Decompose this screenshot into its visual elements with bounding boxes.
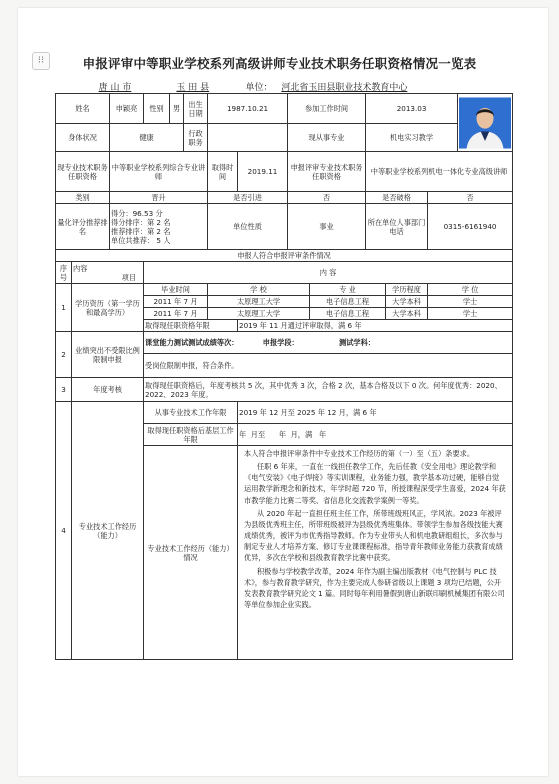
- h-school: 学 校: [208, 284, 310, 296]
- section-title: 申报人符合申报评审条件情况: [56, 250, 513, 262]
- gender-label: 性别: [144, 94, 170, 124]
- item-header: [72, 262, 144, 284]
- score-line: 单位共推荐： 5 人: [111, 235, 171, 245]
- seq-label: 序号: [56, 262, 72, 284]
- h-time: 毕业时间: [144, 284, 208, 296]
- current-title-value: 中等职业学校系列综合专业讲师: [110, 152, 208, 192]
- content-sub-label: 内容: [73, 263, 88, 273]
- major-value: 机电实习教学: [366, 124, 458, 152]
- qual-years-label: 取得现任职资格年限: [144, 320, 238, 332]
- qual-years-value: 2019 年 11 月通过评审取得，满 6 年: [238, 320, 513, 332]
- health-value: 健康: [110, 124, 184, 152]
- apply-title-label: 申报评审专业技术职务任职资格: [288, 152, 366, 192]
- base-years-label: 取得现任职资格后基层工作年限: [144, 424, 238, 446]
- city-value: 唐 山 市: [98, 83, 132, 93]
- edu-xw: 学士: [428, 308, 513, 320]
- exempt-value: 否: [428, 192, 513, 204]
- post-limit-text: 受岗位限制申报，符合条件。: [144, 354, 513, 378]
- header-line: [88, 80, 407, 93]
- apply-title-value: 中等职业学校系列机电一体化专业高级讲师: [366, 152, 513, 192]
- experience-paragraph: 本人符合申报评审条件中专业技术工作经历的第（一）至（五）条要求。: [244, 449, 475, 458]
- h-degree: 学历程度: [386, 284, 428, 296]
- edu-degree: 大学本科: [386, 308, 428, 320]
- get-time-label: 取得时间: [208, 152, 238, 192]
- experience-text: [238, 446, 513, 660]
- content-header: 内 容: [144, 262, 513, 284]
- exempt-label: 是否破格: [366, 192, 428, 204]
- r4-label: 专业技术工作经历（能力）: [72, 402, 144, 660]
- r4-no: 4: [56, 402, 72, 660]
- type-label: 类别: [56, 192, 110, 204]
- name-label: 姓名: [56, 94, 110, 124]
- intro-value: 否: [288, 192, 366, 204]
- tech-years-label: 从事专业技术工作年限: [144, 402, 238, 424]
- type-value: 晋升: [110, 192, 208, 204]
- name-value: 申颖亮: [110, 94, 144, 124]
- qualification-table: [55, 93, 513, 660]
- document-title: 申报评审中等职业学校系列高级讲师专业技术职务任职资格情况一览表: [82, 56, 477, 71]
- experience-label: 专业技术工作经历（能力）情况: [144, 446, 238, 660]
- work-time-value: 2013.03: [366, 94, 458, 124]
- r2-no: 2: [56, 332, 72, 378]
- edu-major: 电子信息工程: [310, 296, 386, 308]
- item-sub-label: 项目: [121, 272, 137, 282]
- unit-nature-value: 事业: [288, 204, 366, 250]
- experience-paragraph: 积极参与学校教学改革，2024 年作为副主编出版教材《电气控制与 PLC 技术》，参与教育教学研究，作为主要完成人参研省级以上课题 3 项均已结题，公开发表教育教学研究论文 1 篇。同时每年利用暑假到唐山新联印刷机械集团有限公司等单位参加企业实践。: [244, 566, 505, 610]
- unit-nature-label: 单位性质: [208, 204, 288, 250]
- annual-review-text: 取得现任职资格后，年度考核共 5 次，其中优秀 3 次，合格 2 次，基本合格及以下 0 次。何年度优秀：2020、2022、2023 年度。: [144, 378, 513, 402]
- hr-phone-label: 所在单位人事部门电话: [366, 204, 428, 250]
- r3-no: 3: [56, 378, 72, 402]
- unit-value: 河北省玉田县职业技术教育中心: [281, 83, 408, 93]
- r3-label: 年度考核: [72, 378, 144, 402]
- test-grade-label: 申报学段：: [262, 338, 299, 347]
- test-subject-label: 测试学科：: [339, 338, 375, 347]
- r1-no: 1: [56, 284, 72, 332]
- base-years-value: 年 月至 年 月，满 年: [238, 424, 513, 446]
- edu-degree: 大学本科: [386, 296, 428, 308]
- score-line: 推荐排序：第 2 名: [111, 226, 171, 236]
- current-title-label: 现专业技术职务任职资格: [56, 152, 110, 192]
- hr-phone-value: 0315-6161940: [428, 204, 513, 250]
- unit-label: 单位：: [245, 83, 273, 93]
- test-row: [144, 332, 513, 354]
- edu-school: 太原理工大学: [208, 308, 310, 320]
- admin-value: [208, 124, 288, 152]
- work-time-label: 参加工作时间: [288, 94, 366, 124]
- gender-value: 男: [170, 94, 184, 124]
- county-value: 玉 田 县: [176, 83, 210, 93]
- edu-xw: 学士: [428, 296, 513, 308]
- tech-years-value: 2019 年 12 月至 2025 年 12 月，满 6 年: [238, 402, 513, 424]
- score-details: [110, 204, 208, 250]
- birth-label: 出生日期: [184, 94, 208, 124]
- test-label: 课堂能力测试测试成绩等次：: [145, 338, 239, 347]
- edu-school: 太原理工大学: [208, 296, 310, 308]
- score-label: 量化评分推荐排名: [56, 204, 110, 250]
- health-label: 身体状况: [56, 124, 110, 152]
- h-major: 专 业: [310, 284, 386, 296]
- get-time-value: 2019.11: [238, 152, 288, 192]
- r2-label: 业绩突出不受限比例限制申报: [72, 332, 144, 378]
- experience-paragraph: 任职 6 年来，一直在一线担任教学工作，先后任教《安全用电》理论教学和《电气安装》《电子焊接》等实训课程，业务能力强，教学基本功过硬，能够自觉运用教学新理念和新技术，年学时超 720 节，所授课程深受学生喜爱，2024 年获市教学能力比赛二等奖、省信息化交流教学案例一等奖。: [244, 462, 506, 505]
- birth-value: 1987.10.21: [208, 94, 288, 124]
- score-line: 得分排序：第 2 名: [111, 217, 171, 227]
- edu-time: 2011 年 7 月: [144, 308, 208, 320]
- edu-major: 电子信息工程: [310, 308, 386, 320]
- edu-time: 2011 年 7 月: [144, 296, 208, 308]
- intro-label: 是否引进: [208, 192, 288, 204]
- r1-label: 学历资历（第一学历和最高学历）: [72, 284, 144, 332]
- h-xw: 学 位: [428, 284, 513, 296]
- major-label: 现从事专业: [288, 124, 366, 152]
- portrait-icon: [459, 96, 511, 150]
- id-photo: [458, 94, 513, 152]
- experience-paragraph: 从 2020 年起一直担任班主任工作，所带班级班风正，学风浓。2023 年被评为县级优秀班主任，所带班级被评为县级优秀班集体。带领学生参加各级技能大赛成绩优秀，被评为市优秀指导教师。作为专业带头人和机电教研组组长，多次参与制定专业人才培养方案、修订专业课课程标准，指导青年教师业务能力获教育成绩优异，多次在学校和县级教育教学比赛中获奖。: [244, 508, 503, 563]
- score-line: 得分：96.53 分: [111, 208, 163, 218]
- admin-label: 行政职务: [184, 124, 208, 152]
- drag-handle-icon[interactable]: ⁝⁝: [32, 52, 50, 70]
